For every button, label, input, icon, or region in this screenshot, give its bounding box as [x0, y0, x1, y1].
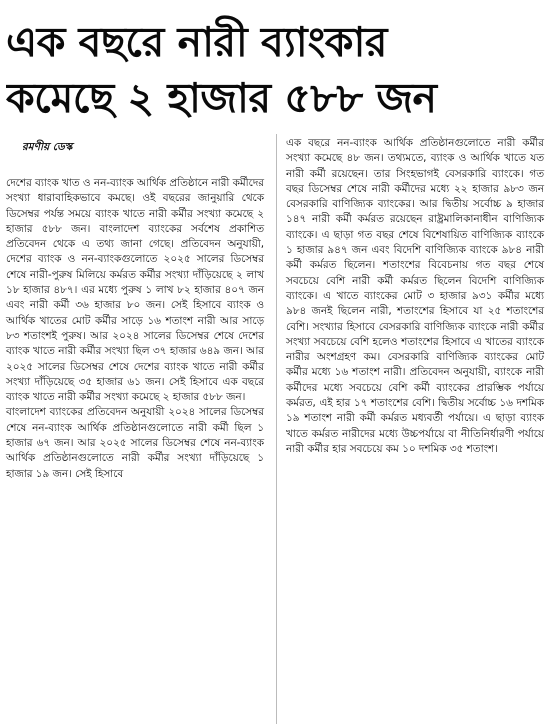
article-column-right: [286, 136, 544, 457]
headline: [6, 14, 546, 126]
byline: রমণীয় ডেস্ক: [22, 141, 73, 153]
headline-line-2: কমেছে ২ হাজার ৫৮৮ জন: [6, 74, 437, 122]
right-paragraph-1: এক বছরে নন-ব্যাংক আর্থিক প্রতিষ্ঠানগুলোতে নারী কর্মীর সংখ্যা কমেছে ৪৮ জন। তথ্যমতে, ব্যাংক ও আর্থিক খাতে যত নারী কর্মী রয়েছেন। তার সিংহভাগই বেসরকারি ব্যাংকে। গত বছর ডিসেম্বর শেষে নারী কর্মীদের মধ্যে ২২ হাজার ৯৮৩ জন বেসরকারি বাণিজ্যিক ব্যাংকের। আর দ্বিতীয় সর্বোচ্চ ৯ হাজার ১৪৭ নারী কর্মী কর্মরত রয়েছেন রাষ্ট্রমালিকানাধীন বাণিজ্যিক ব্যাংকে। এ ছাড়া গত বছর শেষে বিশেষায়িত বাণিজ্যিক ব্যাংকে ১ হাজার ৯৪৭ জন এবং বিদেশি বাণিজ্যিক ব্যাংকে ৯৮৪ নারী কর্মী কর্মরত ছিলেন। শতাংশের বিবেচনায় গত বছর শেষে সবচেয়ে বেশি নারী কর্মী কর্মরত ছিলেন বিদেশি বাণিজ্যিক ব্যাংকে। এ খাতে ব্যাংকের মোট ৩ হাজার ৯৩১ কর্মীর মধ্যে ৯৮৪ জনই ছিলেন নারী, শতাংশের হিসাবে যা ২৫ শতাংশের বেশি। সংখ্যার হিসাবে বেসরকারি বাণিজ্যিক ব্যাংকে নারী কর্মীর সংখ্যা সবচেয়ে বেশি হলেও শতাংশের হিসাবে এ খাতের ব্যাংকে নারীর অংশগ্রহণ কম। বেসরকারি বাণিজ্যিক ব্যাংকের মোট কর্মীর মধ্যে ১৬ শতাংশ নারী। প্রতিবেদন অনুযায়ী, ব্যাংকে নারী কর্মীদের মধ্যে সবচেয়ে বেশি কর্মী ব্যাংকের প্রারম্ভিক পর্যায়ে কর্মরত, এই হার ১৭ শতাংশের বেশি। দ্বিতীয় সর্বোচ্চ ১৬ দশমিক ১৯ শতাংশ নারী কর্মী কর্মরত মধ্যবর্তী পর্যায়ে। এ ছাড়া ব্যাংক খাতে কর্মরত নারীদের মধ্যে উচ্চপর্যায়ে বা নীতিনির্ধারণী পর্যায়ে নারী কর্মীর হার সবচেয়ে কম ১০ দশমিক ৩৫ শতাংশ।: [286, 137, 544, 455]
article-column-left: [6, 176, 264, 482]
left-paragraph-1: দেশের ব্যাংক খাত ও নন-ব্যাংক আর্থিক প্রতিষ্ঠানে নারী কর্মীদের সংখ্যা ধারাবাহিকভাবে কমছে। ওই বছরের জানুয়ারি থেকে ডিসেম্বর পর্যন্ত সময়ে ব্যাংক খাতে নারী কর্মীর সংখ্যা কমেছে ২ হাজার ৫৮৮ জন। বাংলাদেশ ব্যাংকের সর্বশেষ প্রকাশিত প্রতিবেদন থেকে এ তথ্য জানা গেছে। প্রতিবেদন অনুযায়ী, দেশের ব্যাংক ও নন-ব্যাংকগুলোতে ২০২৫ সালের ডিসেম্বর শেষে নারী-পুরুষ মিলিয়ে কর্মরত কর্মীর সংখ্যা দাঁড়িয়েছে ২ লাখ ১৮ হাজার ৪৮৭। এর মধ্যে পুরুষ ১ লাখ ৮২ হাজার ৪০৭ জন এবং নারী কর্মী ৩৬ হাজার ৮০ জন। সেই হিসাবে ব্যাংক ও আর্থিক খাতের মোট কর্মীর সাড়ে ১৬ শতাংশ নারী আর সাড়ে ৮৩ শতাংশই পুরুষ। আর ২০২৪ সালের ডিসেম্বর শেষে দেশের ব্যাংক খাতে নারী কর্মীর সংখ্যা ছিল ৩৭ হাজার ৬৪৯ জন। আর ২০২৫ সালের ডিসেম্বর শেষে দেশের ব্যাংক খাতে নারী কর্মীর সংখ্যা দাঁড়িয়েছে ৩৫ হাজার ৬১ জন। সেই হিসাবে এক বছরে ব্যাংক খাতে নারী কর্মীর সংখ্যা কমেছে ২ হাজার ৫৮৮ জন।: [6, 177, 264, 404]
column-divider: [276, 134, 277, 724]
headline-line-1: এক বছরে নারী ব্যাংকার: [6, 18, 387, 66]
left-paragraph-2: বাংলাদেশ ব্যাংকের প্রতিবেদন অনুযায়ী ২০২৪ সালের ডিসেম্বর শেষে নন-ব্যাংক আর্থিক প্রতিষ্ঠানগুলোতে নারী কর্মী ছিল ১ হাজার ৬৭ জন। আর ২০২৫ সালের ডিসেম্বর শেষে নন-ব্যাংক আর্থিক প্রতিষ্ঠানগুলোতে নারী কর্মীর সংখ্যা দাঁড়িয়েছে ১ হাজার ১৯ জন। সেই হিসাবে: [6, 406, 264, 480]
